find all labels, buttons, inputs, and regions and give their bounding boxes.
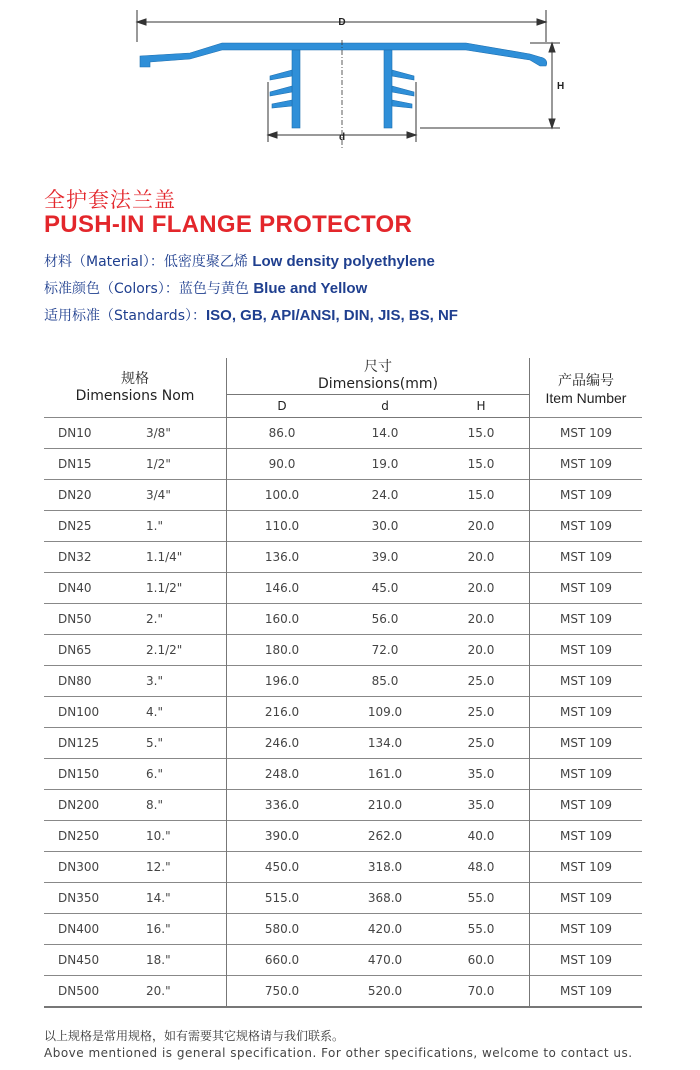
standards-line [44, 305, 458, 325]
cell-H: 20.0 [433, 635, 530, 666]
footer-note-cn: 以上规格是常用规格，如有需要其它规格请与我们联系。 [44, 1029, 345, 1043]
cell-D: 196.0 [227, 666, 338, 697]
cell-item: MST 109 [530, 604, 643, 635]
cell-dn: DN10 [44, 418, 146, 449]
table-row [44, 821, 642, 852]
table-row [44, 666, 642, 697]
cell-item: MST 109 [530, 728, 643, 759]
col-size-cn: 规格 [121, 370, 149, 387]
cell-inch: 1." [146, 511, 227, 542]
cell-dn: DN50 [44, 604, 146, 635]
table-header-row [44, 358, 642, 395]
standards-label: 适用标准（Standards）： [44, 308, 206, 324]
table-row [44, 418, 642, 449]
table-row [44, 759, 642, 790]
cell-D: 136.0 [227, 542, 338, 573]
col-dim-header [227, 358, 530, 395]
cell-H: 70.0 [433, 976, 530, 1008]
table-row [44, 790, 642, 821]
cell-dn: DN32 [44, 542, 146, 573]
cell-dn: DN200 [44, 790, 146, 821]
cell-D: 336.0 [227, 790, 338, 821]
cell-H: 25.0 [433, 728, 530, 759]
col-dim-en: Dimensions(mm) [318, 376, 438, 392]
cell-D: 160.0 [227, 604, 338, 635]
cell-H: 48.0 [433, 852, 530, 883]
cell-H: 60.0 [433, 945, 530, 976]
cell-dn: DN500 [44, 976, 146, 1008]
cell-D: 750.0 [227, 976, 338, 1008]
cell-d: 45.0 [337, 573, 433, 604]
cell-H: 40.0 [433, 821, 530, 852]
cell-inch: 3." [146, 666, 227, 697]
material-line [44, 251, 435, 271]
cell-item: MST 109 [530, 511, 643, 542]
cell-inch: 10." [146, 821, 227, 852]
cell-d: 72.0 [337, 635, 433, 666]
cell-d: 109.0 [337, 697, 433, 728]
cell-item: MST 109 [530, 852, 643, 883]
cell-d: 262.0 [337, 821, 433, 852]
cell-d: 318.0 [337, 852, 433, 883]
cell-D: 660.0 [227, 945, 338, 976]
cell-dn: DN400 [44, 914, 146, 945]
cell-D: 580.0 [227, 914, 338, 945]
cell-H: 20.0 [433, 511, 530, 542]
label-H: H [557, 81, 565, 92]
cell-d: 210.0 [337, 790, 433, 821]
footer-note-en: Above mentioned is general specification. For other specifications, welcome to contact us. [44, 1046, 633, 1060]
cell-item: MST 109 [530, 635, 643, 666]
col-item-en: Item Number [545, 389, 627, 406]
colors-value-en: Blue and Yellow [253, 280, 368, 297]
cell-d: 39.0 [337, 542, 433, 573]
cell-inch: 6." [146, 759, 227, 790]
cell-dn: DN65 [44, 635, 146, 666]
cell-d: 30.0 [337, 511, 433, 542]
cell-item: MST 109 [530, 914, 643, 945]
table-row [44, 976, 642, 1008]
cell-item: MST 109 [530, 542, 643, 573]
table-row [44, 728, 642, 759]
cell-H: 55.0 [433, 914, 530, 945]
profile-diagram [0, 0, 700, 170]
cell-H: 25.0 [433, 697, 530, 728]
table-row [44, 697, 642, 728]
col-dim-cn: 尺寸 [364, 359, 392, 375]
material-label: 材料（Material）： [44, 254, 164, 270]
material-value-cn: 低密度聚乙烯 [163, 254, 248, 270]
cell-dn: DN300 [44, 852, 146, 883]
table-row [44, 573, 642, 604]
cell-inch: 18." [146, 945, 227, 976]
cell-D: 180.0 [227, 635, 338, 666]
cell-inch: 2." [146, 604, 227, 635]
cell-inch: 3/4" [146, 480, 227, 511]
cell-D: 515.0 [227, 883, 338, 914]
cell-dn: DN350 [44, 883, 146, 914]
table-row [44, 511, 642, 542]
cell-inch: 20." [146, 976, 227, 1008]
cell-D: 246.0 [227, 728, 338, 759]
cell-inch: 1.1/4" [146, 542, 227, 573]
table-row [44, 480, 642, 511]
cell-H: 55.0 [433, 883, 530, 914]
cell-H: 20.0 [433, 573, 530, 604]
cell-item: MST 109 [530, 883, 643, 914]
cell-H: 20.0 [433, 604, 530, 635]
cell-item: MST 109 [530, 449, 643, 480]
cell-inch: 2.1/2" [146, 635, 227, 666]
cell-d: 368.0 [337, 883, 433, 914]
cell-dn: DN450 [44, 945, 146, 976]
title-cn: 全护套法兰盖 [44, 188, 176, 212]
cell-D: 146.0 [227, 573, 338, 604]
cell-dn: DN250 [44, 821, 146, 852]
spec-table [44, 358, 642, 1008]
cell-inch: 4." [146, 697, 227, 728]
cell-H: 15.0 [433, 480, 530, 511]
col-size-header [44, 358, 227, 418]
col-item-header [530, 358, 643, 418]
label-d: d [338, 132, 346, 143]
cell-inch: 12." [146, 852, 227, 883]
cell-item: MST 109 [530, 666, 643, 697]
cell-D: 100.0 [227, 480, 338, 511]
cell-dn: DN80 [44, 666, 146, 697]
table-row [44, 604, 642, 635]
cell-inch: 5." [146, 728, 227, 759]
table-row [44, 914, 642, 945]
cell-H: 25.0 [433, 666, 530, 697]
colors-line [44, 278, 367, 298]
cell-item: MST 109 [530, 480, 643, 511]
cell-dn: DN100 [44, 697, 146, 728]
table-row [44, 852, 642, 883]
cell-item: MST 109 [530, 821, 643, 852]
col-size-en: Dimensions Nom [75, 387, 195, 404]
cell-inch: 3/8" [146, 418, 227, 449]
cell-item: MST 109 [530, 759, 643, 790]
colors-label: 标准颜色（Colors）： [44, 281, 179, 297]
cell-D: 110.0 [227, 511, 338, 542]
table-row [44, 635, 642, 666]
cell-d: 420.0 [337, 914, 433, 945]
cell-D: 216.0 [227, 697, 338, 728]
cell-item: MST 109 [530, 945, 643, 976]
title-en: PUSH-IN FLANGE PROTECTOR [44, 211, 413, 238]
cell-D: 450.0 [227, 852, 338, 883]
cell-d: 24.0 [337, 480, 433, 511]
colors-value-cn: 蓝色与黄色 [178, 281, 249, 297]
dimension-H [420, 43, 560, 128]
cell-item: MST 109 [530, 573, 643, 604]
cell-dn: DN125 [44, 728, 146, 759]
cell-H: 35.0 [433, 759, 530, 790]
cell-H: 15.0 [433, 418, 530, 449]
cell-D: 248.0 [227, 759, 338, 790]
cell-dn: DN15 [44, 449, 146, 480]
cell-D: 86.0 [227, 418, 338, 449]
table-row [44, 883, 642, 914]
cell-H: 35.0 [433, 790, 530, 821]
label-D: D [338, 17, 346, 28]
sub-d: d [337, 395, 433, 418]
cell-item: MST 109 [530, 697, 643, 728]
cell-d: 14.0 [337, 418, 433, 449]
cell-dn: DN20 [44, 480, 146, 511]
cell-d: 470.0 [337, 945, 433, 976]
cell-item: MST 109 [530, 976, 643, 1008]
cell-dn: DN40 [44, 573, 146, 604]
cell-dn: DN25 [44, 511, 146, 542]
table-row [44, 542, 642, 573]
cell-H: 20.0 [433, 542, 530, 573]
cell-dn: DN150 [44, 759, 146, 790]
col-item-cn: 产品编号 [558, 372, 614, 389]
cell-inch: 1.1/2" [146, 573, 227, 604]
table-row [44, 449, 642, 480]
cell-inch: 14." [146, 883, 227, 914]
cell-inch: 1/2" [146, 449, 227, 480]
table-row [44, 945, 642, 976]
sub-H: H [433, 395, 530, 418]
cell-inch: 8." [146, 790, 227, 821]
cell-D: 390.0 [227, 821, 338, 852]
cell-D: 90.0 [227, 449, 338, 480]
profile-shape [140, 43, 547, 128]
cell-d: 161.0 [337, 759, 433, 790]
standards-value: ISO, GB, API/ANSI, DIN, JIS, BS, NF [205, 307, 458, 324]
cell-d: 85.0 [337, 666, 433, 697]
cell-inch: 16." [146, 914, 227, 945]
cell-d: 520.0 [337, 976, 433, 1008]
material-value-en: Low density polyethylene [252, 253, 435, 270]
cell-d: 134.0 [337, 728, 433, 759]
table-body [44, 418, 642, 1008]
cell-item: MST 109 [530, 790, 643, 821]
cell-H: 15.0 [433, 449, 530, 480]
cell-d: 19.0 [337, 449, 433, 480]
sub-D: D [227, 395, 338, 418]
cell-item: MST 109 [530, 418, 643, 449]
cell-d: 56.0 [337, 604, 433, 635]
